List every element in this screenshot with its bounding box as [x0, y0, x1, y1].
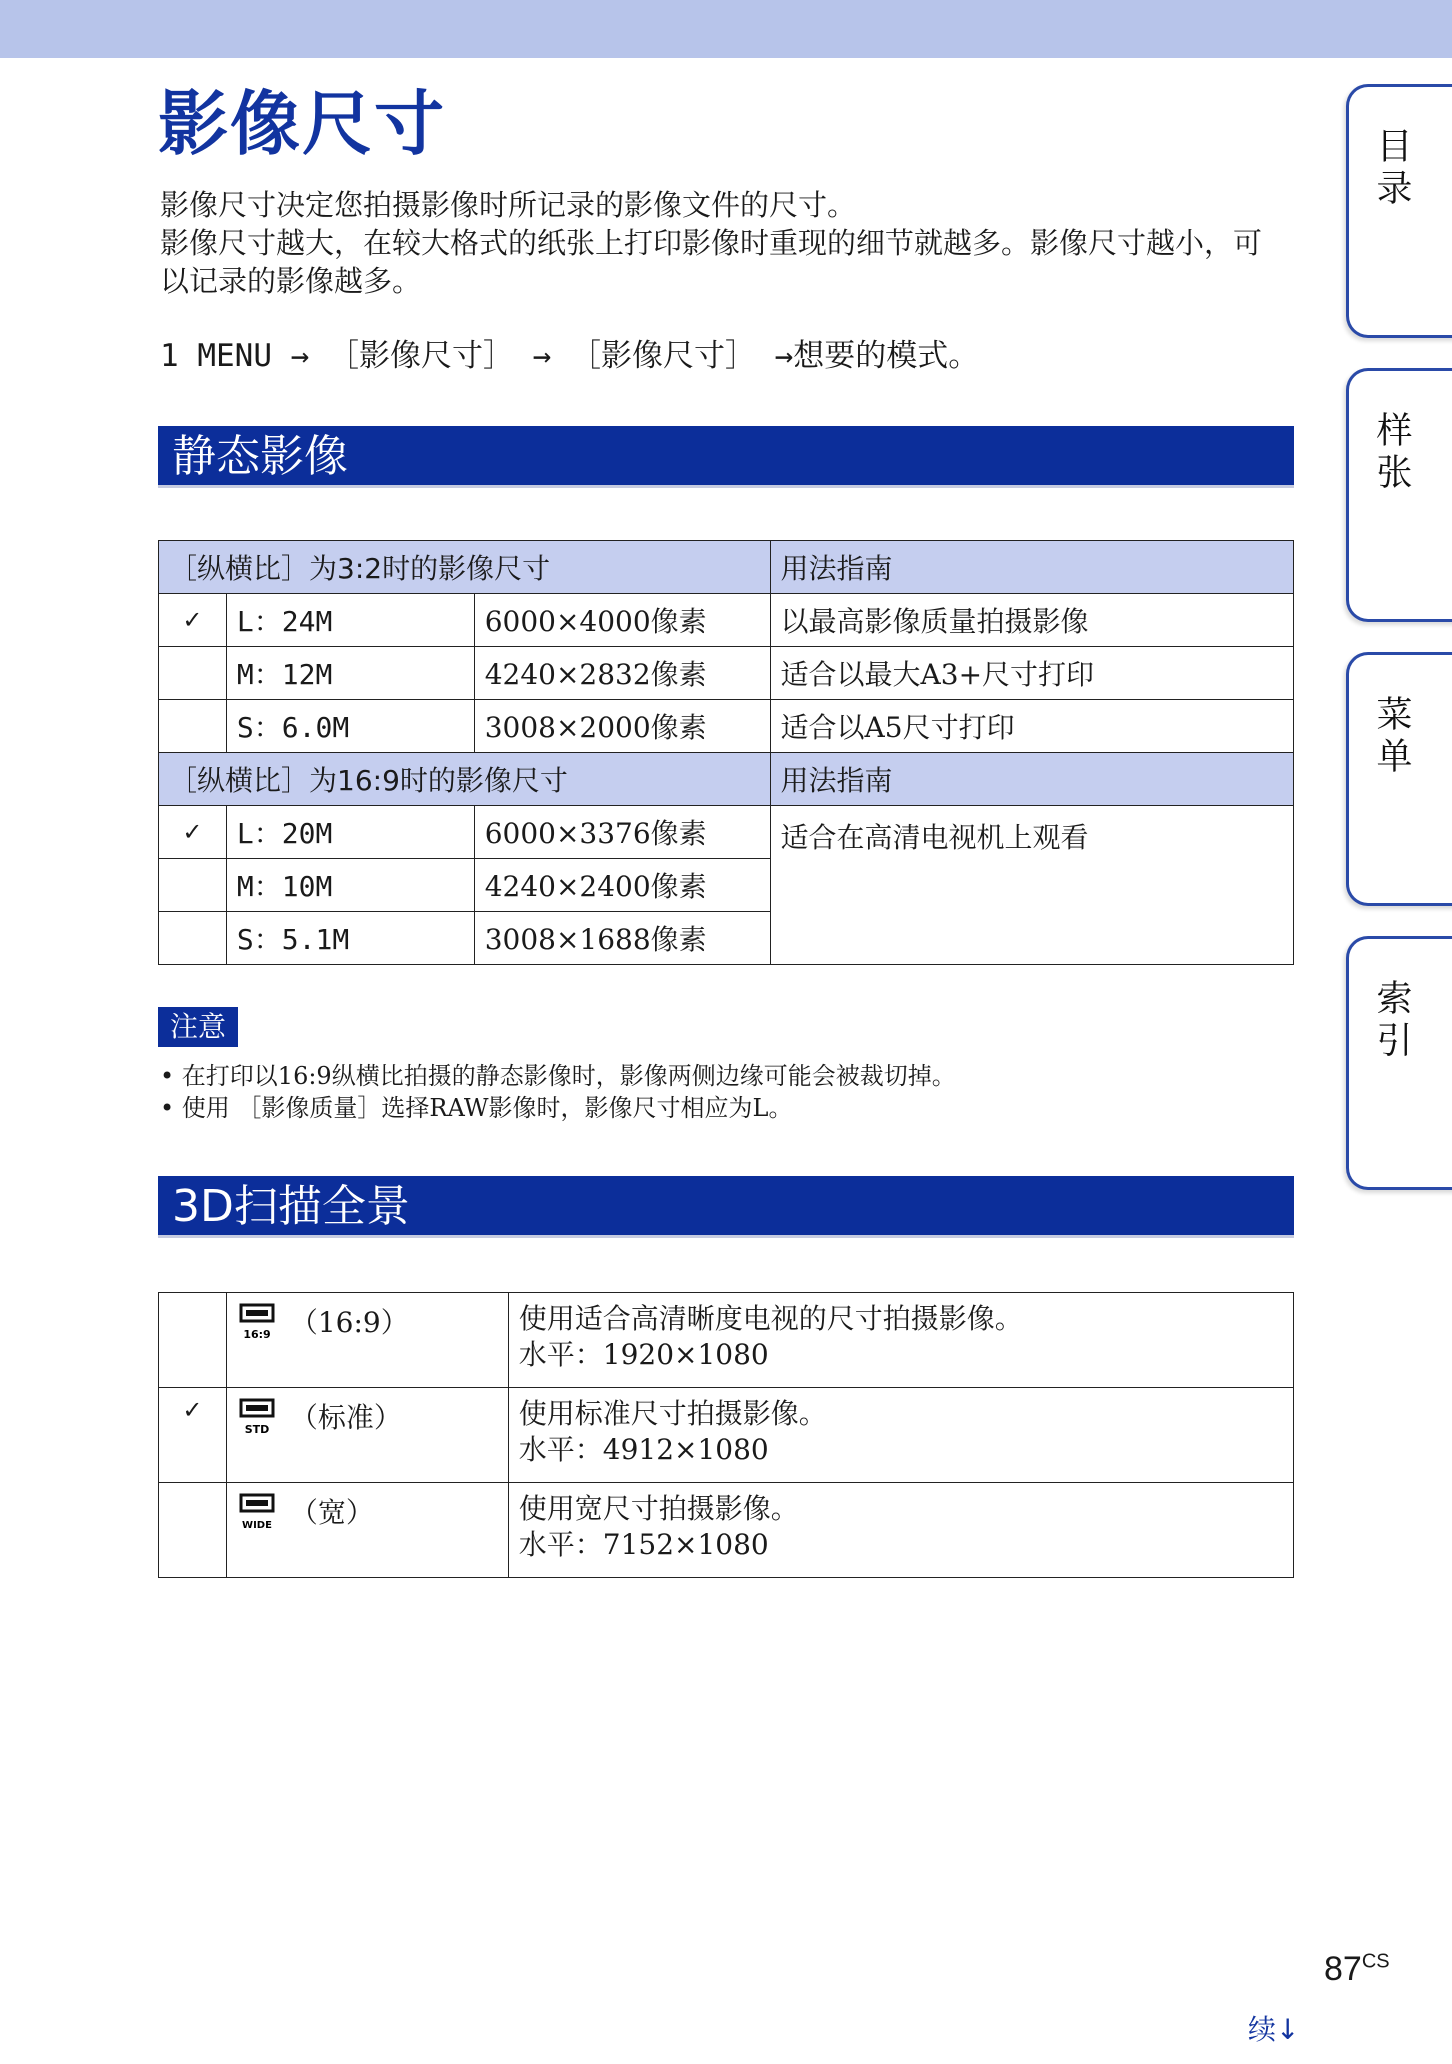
- intro-line-2: 影像尺寸越大，在较大格式的纸张上打印影像时重现的细节就越多。影像尺寸越小，可以记录的影像越多。: [160, 226, 1263, 298]
- intro-line-1: 影像尺寸决定您拍摄影像时所记录的影像文件的尺寸。: [160, 188, 857, 222]
- check-cell: [159, 859, 227, 912]
- check-cell: [159, 647, 227, 700]
- still-size-table: [158, 540, 1294, 965]
- pixel-count: 4240×2832像素: [474, 647, 770, 700]
- tab-index[interactable]: [1346, 936, 1452, 1190]
- menu-step: 1 MENU → ［影像尺寸］ → ［影像尺寸］ →想要的模式。: [160, 338, 980, 374]
- usage-guide: 适合在高清电视机上观看: [770, 806, 1293, 965]
- sweep-panorama-section-header: 3D扫描全景: [158, 1176, 1294, 1238]
- pixel-count: 4240×2400像素: [474, 859, 770, 912]
- tab-sample-photos[interactable]: [1346, 368, 1452, 622]
- panorama-icon-label: 16:9: [243, 1328, 271, 1341]
- page-number-value: 87: [1324, 1950, 1362, 1988]
- tab-menu[interactable]: [1346, 652, 1452, 906]
- size-label: L：20M: [226, 806, 474, 859]
- pixel-count: 3008×1688像素: [474, 912, 770, 965]
- panorama-icon-label: STD: [244, 1423, 270, 1436]
- size-label: M：10M: [226, 859, 474, 912]
- pixel-count: 3008×2000像素: [474, 700, 770, 753]
- check-cell: [159, 1483, 227, 1578]
- check-cell: [159, 912, 227, 965]
- page-title: 影像尺寸: [158, 83, 446, 165]
- description-text: 使用适合高清晰度电视的尺寸拍摄影像。: [518, 1302, 1023, 1335]
- usage-header: 用法指南: [770, 541, 1293, 594]
- still-image-section-header: 静态影像: [158, 426, 1294, 488]
- resolution-text: 水平：4912×1080: [518, 1433, 769, 1466]
- table-group-header: [159, 753, 1294, 806]
- tab-label: 索引: [1371, 979, 1412, 1063]
- page-number-suffix: CS: [1361, 1950, 1390, 1973]
- panorama-mode-cell: [226, 1483, 508, 1578]
- notes-label: 注意: [158, 1007, 238, 1047]
- tab-contents[interactable]: [1346, 84, 1452, 338]
- size-label: S：6.0M: [226, 700, 474, 753]
- panorama-mode-cell: [226, 1388, 508, 1483]
- table-row: [159, 806, 1294, 859]
- group-header-3-2: ［纵横比］为3:2时的影像尺寸: [159, 541, 771, 594]
- tab-label: 目录: [1371, 127, 1412, 211]
- note-item: • 使用 ［影像质量］选择RAW影像时，影像尺寸相应为L。: [160, 1092, 956, 1124]
- check-cell: [159, 700, 227, 753]
- table-row: [159, 1483, 1294, 1578]
- group-header-16-9: ［纵横比］为16:9时的影像尺寸: [159, 753, 771, 806]
- panorama-mode-cell: [226, 1293, 508, 1388]
- panorama-description: [508, 1293, 1293, 1388]
- table-row: [159, 1388, 1294, 1483]
- size-label: M：12M: [226, 647, 474, 700]
- table-row: [159, 700, 1294, 753]
- table-row: [159, 647, 1294, 700]
- page-number: [1324, 1950, 1390, 1989]
- panorama-mode-label: （16:9）: [289, 1306, 409, 1339]
- resolution-text: 水平：1920×1080: [518, 1338, 769, 1371]
- default-check-icon: ✓: [159, 806, 227, 859]
- usage-header: 用法指南: [770, 753, 1293, 806]
- table-row: [159, 594, 1294, 647]
- default-check-icon: ✓: [159, 594, 227, 647]
- panorama-mode-label: （标准）: [289, 1401, 402, 1434]
- top-color-bar: [0, 0, 1452, 58]
- size-label: S：5.1M: [226, 912, 474, 965]
- table-row: [159, 1293, 1294, 1388]
- notes-list: [160, 1060, 956, 1124]
- tab-label: 样张: [1371, 411, 1412, 495]
- continued-link[interactable]: 续↓: [1248, 2013, 1300, 2046]
- description-text: 使用宽尺寸拍摄影像。: [518, 1492, 799, 1525]
- panorama-16-9-icon: [237, 1301, 277, 1350]
- usage-guide: 以最高影像质量拍摄影像: [770, 594, 1293, 647]
- note-item: • 在打印以16:9纵横比拍摄的静态影像时，影像两侧边缘可能会被裁切掉。: [160, 1060, 956, 1092]
- usage-guide: 适合以最大A3+尺寸打印: [770, 647, 1293, 700]
- table-group-header: [159, 541, 1294, 594]
- pixel-count: 6000×4000像素: [474, 594, 770, 647]
- intro-text: [160, 186, 1290, 300]
- tab-label: 菜单: [1371, 695, 1412, 779]
- panorama-description: [508, 1483, 1293, 1578]
- size-label: L：24M: [226, 594, 474, 647]
- panorama-wide-icon: [237, 1491, 277, 1540]
- panorama-standard-icon: [237, 1396, 277, 1445]
- pixel-count: 6000×3376像素: [474, 806, 770, 859]
- panorama-mode-label: （宽）: [289, 1496, 374, 1529]
- description-text: 使用标准尺寸拍摄影像。: [518, 1397, 827, 1430]
- panorama-size-table: [158, 1292, 1294, 1578]
- panorama-icon-label: WIDE: [241, 1520, 272, 1531]
- resolution-text: 水平：7152×1080: [518, 1528, 769, 1561]
- default-check-icon: ✓: [159, 1388, 227, 1483]
- check-cell: [159, 1293, 227, 1388]
- usage-guide: 适合以A5尺寸打印: [770, 700, 1293, 753]
- panorama-description: [508, 1388, 1293, 1483]
